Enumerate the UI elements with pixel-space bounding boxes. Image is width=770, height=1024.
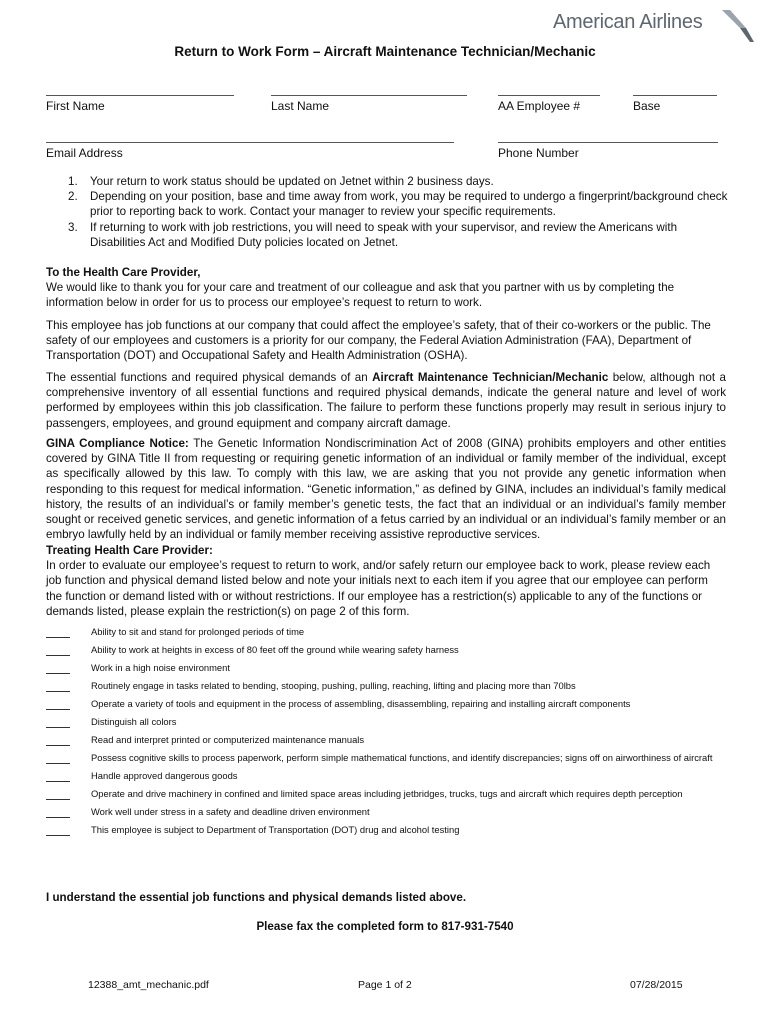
- instruction-text: If returning to work with job restrictions, you will need to speak with your supervisor, and review the Americans with Disabilities Act and Modified Duty policies located on Jetnet.: [90, 220, 678, 249]
- last-name-label: Last Name: [271, 99, 330, 113]
- provider-intro: [46, 265, 726, 311]
- essential-text-post: below, although not a comprehensive inventory of all essential functions and required physical demands, indicate the general nature and level of work performed by employees within this job classification. The failure to perform these functions properly may result in serious injury to passengers, employees, and ground equipment and company aircraft damage.: [46, 371, 726, 430]
- initials-blank[interactable]: [46, 822, 70, 836]
- job-title-emphasis: Aircraft Maintenance Technician/Mechanic: [372, 371, 609, 384]
- initials-blank[interactable]: [46, 714, 70, 728]
- first-name-line[interactable]: [46, 95, 234, 96]
- phone-label: Phone Number: [498, 146, 579, 160]
- initials-blank[interactable]: [46, 624, 70, 638]
- initials-blank[interactable]: [46, 678, 70, 692]
- job-function-text: Routinely engage in tasks related to bending, stooping, pushing, pulling, reaching, lifting and placing more than 70lbs: [91, 680, 576, 691]
- instruction-item: 2. Depending on your position, base and time away from work, you may be required to undergo a fingerprint/background check prior to reporting back to work. Contact your manager to review your specific requirements.: [68, 190, 728, 219]
- footer-page-number: Page 1 of 2: [358, 979, 412, 991]
- phone-line[interactable]: [498, 142, 718, 143]
- gina-label: GINA Compliance Notice:: [46, 437, 189, 450]
- job-function-text: Distinguish all colors: [91, 716, 177, 727]
- employee-number-label: AA Employee #: [498, 99, 581, 113]
- initials-blank[interactable]: [46, 642, 70, 656]
- treating-provider-section: [46, 543, 726, 619]
- job-function-text: Work in a high noise environment: [91, 662, 230, 673]
- job-function-item: [46, 821, 736, 839]
- instruction-text: Your return to work status should be updated on Jetnet within 2 business days.: [90, 175, 494, 188]
- initials-blank[interactable]: [46, 804, 70, 818]
- company-logo-text: American Airlines: [553, 11, 703, 33]
- first-name-label: First Name: [46, 99, 105, 113]
- job-function-item: [46, 695, 736, 713]
- provider-intro-text: We would like to thank you for your care and treatment of our colleague and ask that you partner with us by completing the information below in order for us to process our employee’s request to return to work.: [46, 281, 675, 310]
- flight-symbol-icon: [720, 8, 756, 44]
- instruction-item: 3. If returning to work with job restrictions, you will need to speak with your supervisor, and review the Americans with Disabilities Act and Modified Duty policies located on Jetnet.: [68, 220, 678, 249]
- job-function-text: Ability to work at heights in excess of 80 feet off the ground while wearing safety harness: [91, 644, 459, 655]
- job-function-text: Operate and drive machinery in confined and limited space areas including jetbridges, trucks, tugs and aircraft which requires depth perception: [91, 788, 683, 799]
- instructions-list: [60, 174, 730, 250]
- footer-date: 07/28/2015: [630, 979, 683, 991]
- initials-blank[interactable]: [46, 732, 70, 746]
- job-function-item: [46, 641, 736, 659]
- safety-paragraph: This employee has job functions at our company that could affect the employee’s safety, that of their co-workers or the public. The safety of our employees and customers is a priority for our company, the Federal Aviation Administration (FAA), Department of Transportation (DOT) and Occupational Safety and Health Administration (OSHA).: [46, 319, 711, 363]
- job-function-text: Possess cognitive skills to process paperwork, perform simple mathematical functions, and identify discrepancies; signs off on airworthiness of aircraft: [91, 752, 713, 763]
- initials-blank[interactable]: [46, 696, 70, 710]
- initials-blank[interactable]: [46, 660, 70, 674]
- base-line[interactable]: [633, 95, 717, 96]
- page-title: Return to Work Form – Aircraft Maintenance Technician/Mechanic: [174, 44, 596, 59]
- job-function-text: Ability to sit and stand for prolonged periods of time: [91, 626, 305, 637]
- job-function-item: [46, 785, 736, 803]
- employee-number-line[interactable]: [498, 95, 600, 96]
- job-function-item: [46, 677, 736, 695]
- essential-text-pre: The essential functions and required physical demands of an: [46, 371, 368, 384]
- gina-notice: [46, 436, 726, 542]
- gina-text: The Genetic Information Nondiscrimination Act of 2008 (GINA) prohibits employers and other entities covered by GINA Title II from requesting or requiring genetic information of an individual or family member of the individual, except as specifically allowed by this law. To comply with this law, we are asking that you not provide any genetic information when responding to this request for medical information. “Genetic information,” as defined by GINA, includes an individual’s family medical history, the results of an individual’s or family member’s genetic tests, the fact that an individual or an individual’s family member sought or received genetic services, and genetic information of a fetus carried by an individual or an individual’s family member or an embryo lawfully held by an individual or family member receiving assistive reproductive services.: [46, 437, 726, 542]
- initials-blank[interactable]: [46, 750, 70, 764]
- job-function-item: [46, 749, 736, 767]
- job-function-text: Work well under stress in a safety and deadline driven environment: [91, 806, 370, 817]
- initials-blank[interactable]: [46, 768, 70, 782]
- job-function-item: [46, 803, 736, 821]
- instruction-text: Depending on your position, base and time away from work, you may be required to undergo a fingerprint/background check prior to reporting back to work. Contact your manager to review your specific requirements.: [90, 190, 728, 219]
- job-function-text: Handle approved dangerous goods: [91, 770, 238, 781]
- base-label: Base: [633, 99, 661, 113]
- footer-filename: 12388_amt_mechanic.pdf: [88, 979, 209, 991]
- job-function-item: [46, 623, 736, 641]
- job-function-text: Operate a variety of tools and equipment in the process of assembling, disassembling, repairing and installing aircraft components: [91, 698, 631, 709]
- fax-instruction: Please fax the completed form to 817-931-7540: [256, 920, 514, 933]
- job-function-text: Read and interpret printed or computerized maintenance manuals: [91, 734, 365, 745]
- email-line[interactable]: [46, 142, 454, 143]
- acknowledgement-text: I understand the essential job functions and physical demands listed above.: [46, 891, 467, 904]
- provider-heading: To the Health Care Provider,: [46, 266, 201, 279]
- job-function-item: [46, 713, 736, 731]
- job-function-text: This employee is subject to Department of Transportation (DOT) drug and alcohol testing: [91, 824, 460, 835]
- instruction-item: 1. Your return to work status should be updated on Jetnet within 2 business days.: [68, 175, 494, 188]
- initials-blank[interactable]: [46, 786, 70, 800]
- treating-text: In order to evaluate our employee’s request to return to work, and/or safely return our employee back to work, please review each job function and physical demand listed below and note your initials next to each item if you agree that our employee can perform the function or demand listed with or without restrictions. If our employee has a restriction(s) applicable to any of the functions or demands listed, please explain the restriction(s) on page 2 of this form.: [46, 559, 711, 618]
- email-label: Email Address: [46, 146, 123, 160]
- treating-heading: Treating Health Care Provider:: [46, 544, 213, 557]
- essential-functions-paragraph: [46, 370, 726, 431]
- job-functions-list: [46, 623, 736, 839]
- last-name-line[interactable]: [271, 95, 467, 96]
- job-function-item: [46, 731, 736, 749]
- job-function-item: [46, 767, 736, 785]
- job-function-item: [46, 659, 736, 677]
